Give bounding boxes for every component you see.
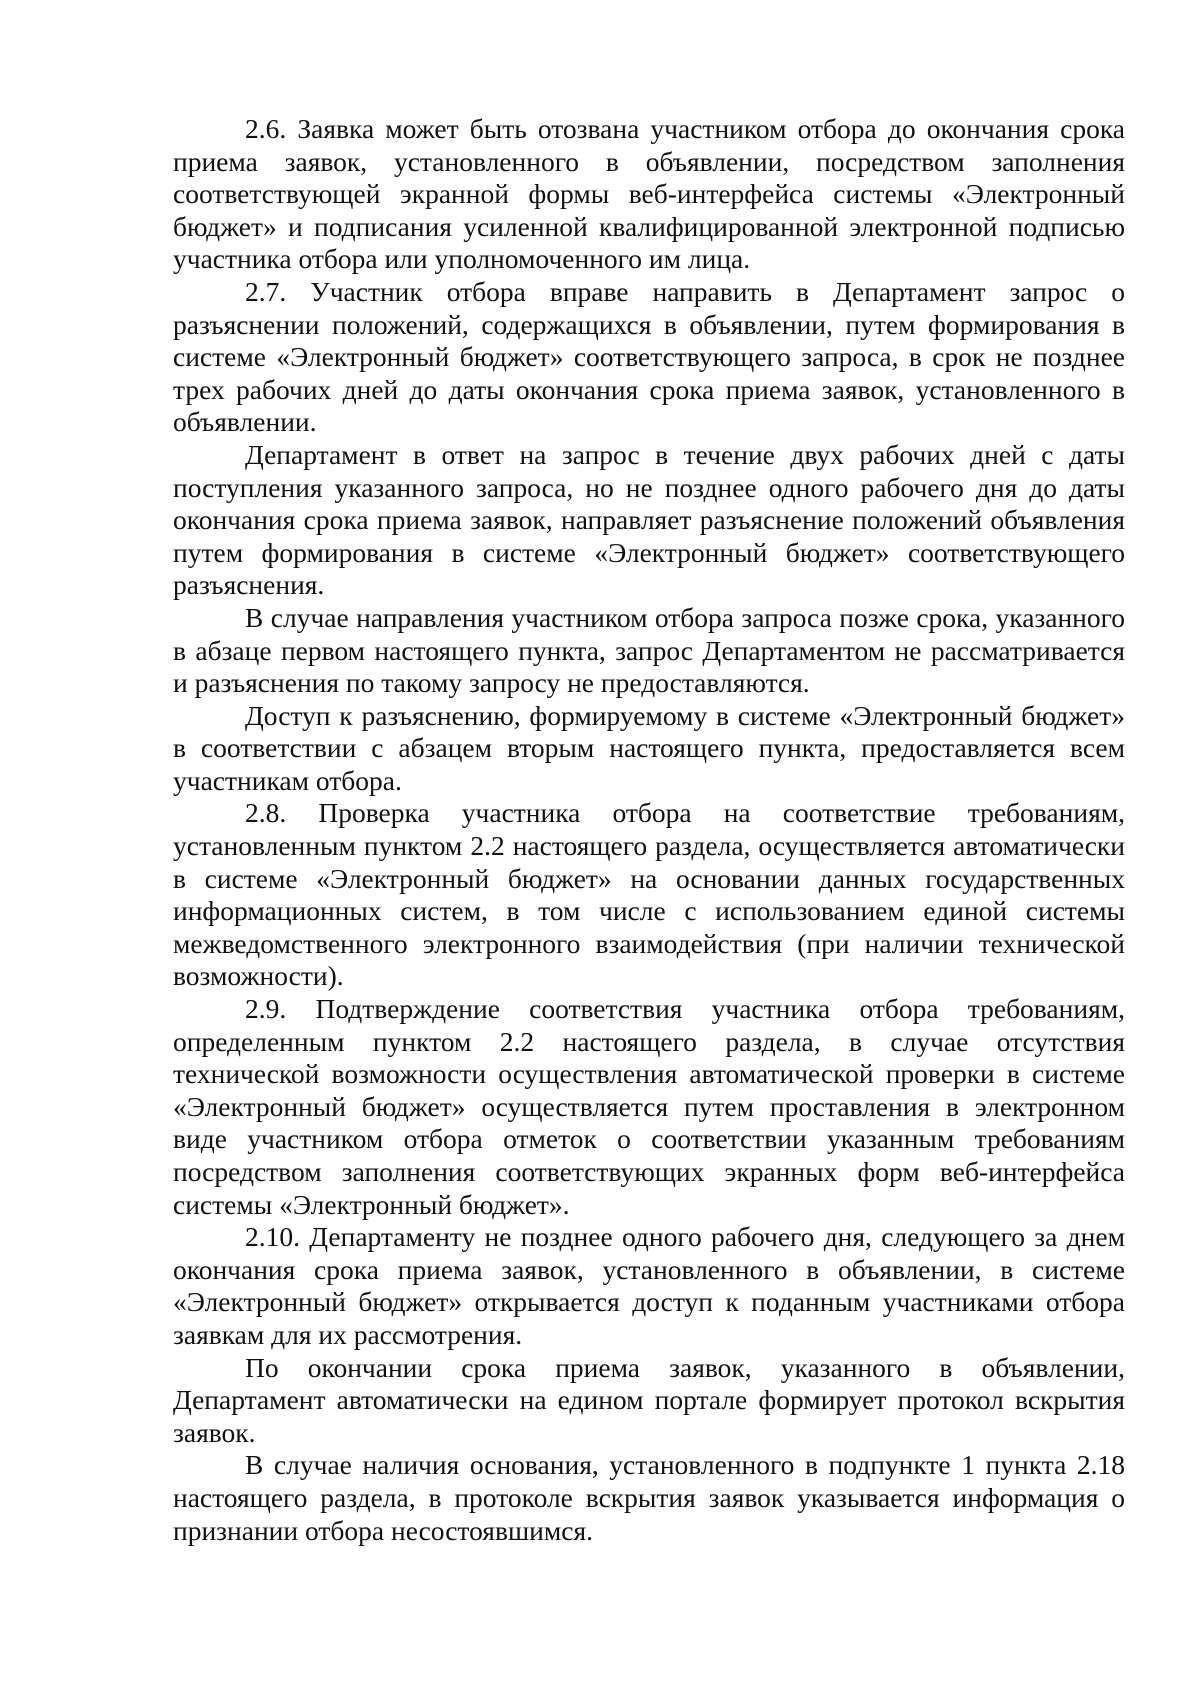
paragraph-2-10: 2.10. Департаменту не позднее одного рабочего дня, следующего за днем окончания срока приема заявок, установленного в объявлении, в системе «Электронный бюджет» открывается доступ к поданным участниками отбора заявкам для их рассмотрения.: [173, 1221, 1125, 1350]
paragraph-2-7-response: Департамент в ответ на запрос в течение двух рабочих дней с даты поступления указанного запроса, но не позднее одного рабочего дня до даты окончания срока приема заявок, направляет разъяснение положений объявления путем формирования в системе «Электронный бюджет» соответствующего разъяснения.: [173, 438, 1125, 601]
paragraph-2-8: 2.8. Проверка участника отбора на соответствие требованиям, установленным пунктом 2.2 настоящего раздела, осуществляется автоматически в системе «Электронный бюджет» на основании данных государственных информационных систем, в том числе с использованием единой системы межведомственного электронного взаимодействия (при наличии технической возможности).: [173, 797, 1125, 992]
paragraph-2-10-failed-selection: В случае наличия основания, установленного в подпункте 1 пункта 2.18 настоящего раздела, в протоколе вскрытия заявок указывается информация о признании отбора несостоявшимся.: [173, 1449, 1125, 1546]
paragraph-2-10-protocol: По окончании срока приема заявок, указанного в объявлении, Департамент автоматически на едином портале формирует протокол вскрытия заявок.: [173, 1351, 1125, 1448]
paragraph-2-7-access: Доступ к разъяснению, формируемому в системе «Электронный бюджет» в соответствии с абзацем вторым настоящего пункта, предоставляется всем участникам отбора.: [173, 699, 1125, 796]
paragraph-2-9: 2.9. Подтверждение соответствия участника отбора требованиям, определенным пунктом 2.2 настоящего раздела, в случае отсутствия технической возможности осуществления автоматической проверки в системе «Электронный бюджет» осуществляется путем проставления в электронном виде участником отбора отметок о соответствии указанным требованиям посредством заполнения соответствующих экранных форм веб-интерфейса системы «Электронный бюджет».: [173, 993, 1125, 1220]
paragraph-2-7-late-request: В случае направления участником отбора запроса позже срока, указанного в абзаце первом настоящего пункта, запрос Департаментом не рассматривается и разъяснения по такому запросу не предоставляются.: [173, 601, 1125, 699]
paragraph-2-7: 2.7. Участник отбора вправе направить в Департамент запрос о разъяснении положений, содержащихся в объявлении, путем формирования в системе «Электронный бюджет» соответствующего запроса, в срок не позднее трех рабочих дней до даты окончания срока приема заявок, установленного в объявлении.: [173, 275, 1125, 438]
paragraph-2-6: 2.6. Заявка может быть отозвана участником отбора до окончания срока приема заявок, установленного в объявлении, посредством заполнения соответствующей экранной формы веб-интерфейса системы «Электронный бюджет» и подписания усиленной квалифицированной электронной подписью участника отбора или уполномоченного им лица.: [173, 113, 1125, 275]
document-body: [173, 113, 1125, 1547]
